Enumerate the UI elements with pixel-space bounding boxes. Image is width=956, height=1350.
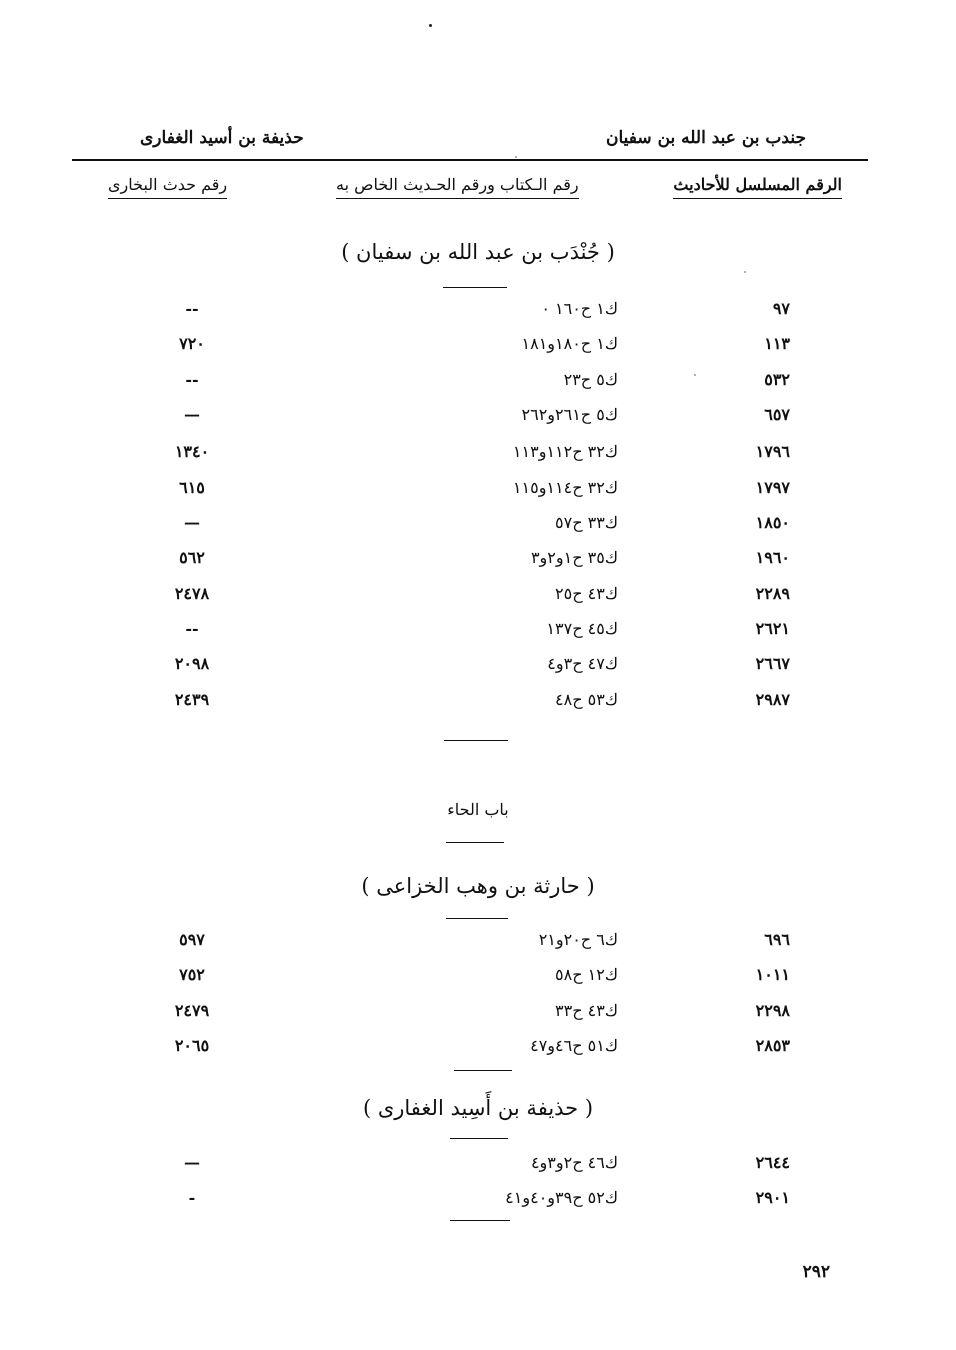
section-end-rule: [444, 740, 508, 741]
book-ref: ك١ ح١٨٠و١٨١: [521, 334, 618, 353]
table-row: [0, 1001, 956, 1031]
book-ref: ك٣٢ ح١١٢و١١٣: [512, 442, 618, 461]
serial-number: ٢٦٢١: [755, 619, 790, 638]
table-row: [0, 965, 956, 995]
bukhari-number: —: [184, 513, 200, 532]
serial-number: ٢٩٨٧: [755, 690, 790, 709]
running-header-left: حذيفة بن أسيد الغفارى: [140, 128, 304, 148]
bukhari-number: ٧٥٢: [179, 965, 205, 984]
column-header-bukhari: رقم حدث البخارى: [108, 175, 227, 199]
bukhari-number: ٥٦٢: [179, 548, 205, 567]
book-ref: ك٣٢ ح١١٤و١١٥: [512, 478, 618, 497]
bukhari-number: ٢٤٣٩: [174, 690, 210, 709]
serial-number: ٢٦٤٤: [755, 1153, 790, 1172]
bukhari-number: —: [184, 405, 200, 424]
table-row: [0, 1153, 956, 1183]
book-ref: ك٤٣ ح٢٥: [555, 584, 618, 603]
table-row: [0, 548, 956, 578]
serial-number: ٦٩٦: [764, 930, 790, 949]
table-row: [0, 654, 956, 684]
serial-number: ١٩٦٠: [755, 548, 790, 567]
section-title: ( حارثة بن وهب الخزاعى ): [361, 874, 595, 898]
book-ref: ك١٢ ح٥٨: [555, 965, 618, 984]
book-ref: ك٥ ح٢٣: [563, 370, 618, 389]
running-header-right: جندب بن عبد الله بن سفيان: [606, 128, 806, 148]
bukhari-number: ٥٩٧: [179, 930, 205, 949]
serial-number: ٩٧: [772, 299, 790, 318]
table-row: [0, 930, 956, 960]
page-number: ٢٩٢: [802, 1262, 830, 1282]
bukhari-number: ٢٠٩٨: [174, 654, 210, 673]
bukhari-number: ٢٤٧٨: [174, 584, 210, 603]
table-row: [0, 405, 956, 435]
bukhari-number: --: [185, 619, 199, 638]
book-ref: ك٥٣ ح٤٨: [555, 690, 618, 709]
book-ref: ك٥٢ ح٣٩و٤٠و٤١: [505, 1188, 618, 1207]
book-ref: ك٤٣ ح٣٣: [555, 1001, 618, 1020]
column-header-serial: الرقم المسلسل للأحاديث: [673, 175, 842, 199]
serial-number: ١٧٩٦: [755, 442, 790, 461]
table-row: [0, 513, 956, 543]
section-end-rule: [450, 1220, 510, 1221]
bukhari-number: ١٣٤٠: [174, 442, 210, 461]
bukhari-number: ٢٤٧٩: [174, 1001, 210, 1020]
serial-number: ٦٥٧: [764, 405, 790, 424]
table-row: [0, 442, 956, 472]
table-row: [0, 1036, 956, 1066]
table-row: [0, 619, 956, 649]
serial-number: ٢٦٦٧: [755, 654, 790, 673]
section-title: ( جُنْدَب بن عبد الله بن سفيان ): [341, 240, 615, 264]
chapter-rule: [446, 842, 504, 843]
book-ref: ك١ ح١٦٠ ٠: [541, 299, 618, 318]
bukhari-number: -: [188, 1188, 196, 1207]
book-ref: ك٤٦ ح٢و٣و٤: [530, 1153, 618, 1172]
bukhari-number: --: [185, 370, 199, 389]
section-rule: [446, 918, 508, 919]
table-row: [0, 370, 956, 400]
book-ref: ك٥١ ح٤٦و٤٧: [530, 1036, 618, 1055]
top-speck: [429, 24, 432, 27]
serial-number: ٢٨٥٣: [755, 1036, 790, 1055]
book-ref: ك٤٧ ح٣و٤: [547, 654, 618, 673]
book-ref: ك٦ ح٢٠و٢١: [538, 930, 618, 949]
serial-number: ٢٢٨٩: [755, 584, 790, 603]
book-ref: ك٣٥ ح١و٢و٣: [530, 548, 618, 567]
serial-number: ١٧٩٧: [755, 478, 790, 497]
bukhari-number: --: [185, 299, 199, 318]
book-ref: ك٤٥ ح١٣٧: [546, 619, 618, 638]
header-rule: [72, 159, 868, 161]
serial-number: ١٨٥٠: [755, 513, 790, 532]
bukhari-number: ٧٢٠: [179, 334, 205, 353]
section-end-rule: [454, 1070, 512, 1071]
serial-number: ٢٢٩٨: [755, 1001, 790, 1020]
serial-number: ٢٩٠١: [755, 1188, 790, 1207]
speck: [744, 271, 746, 273]
section-title: ( حذيفة بن أَسِيد الغفارى ): [362, 1096, 594, 1120]
serial-number: ١٠١١: [755, 965, 790, 984]
serial-number: ٥٣٢: [764, 370, 790, 389]
serial-number: ١١٣: [764, 334, 790, 353]
table-row: [0, 299, 956, 329]
section-rule: [443, 287, 507, 288]
section-rule: [450, 1138, 508, 1139]
column-header-book-ref: رقم الـكتاب ورقم الحـديث الخاص به: [336, 175, 579, 199]
bukhari-number: —: [184, 1153, 200, 1172]
speck: [515, 156, 517, 158]
bukhari-number: ٢٠٦٥: [174, 1036, 210, 1055]
book-ref: ك٣٣ ح٥٧: [555, 513, 618, 532]
chapter-heading: باب الحاء: [447, 800, 509, 819]
table-row: [0, 1188, 956, 1218]
table-row: [0, 584, 956, 614]
bukhari-number: ٦١٥: [179, 478, 205, 497]
book-ref: ك٥ ح٢٦١و٢٦٢: [521, 405, 618, 424]
table-row: [0, 334, 956, 364]
table-row: [0, 690, 956, 720]
table-row: [0, 478, 956, 508]
